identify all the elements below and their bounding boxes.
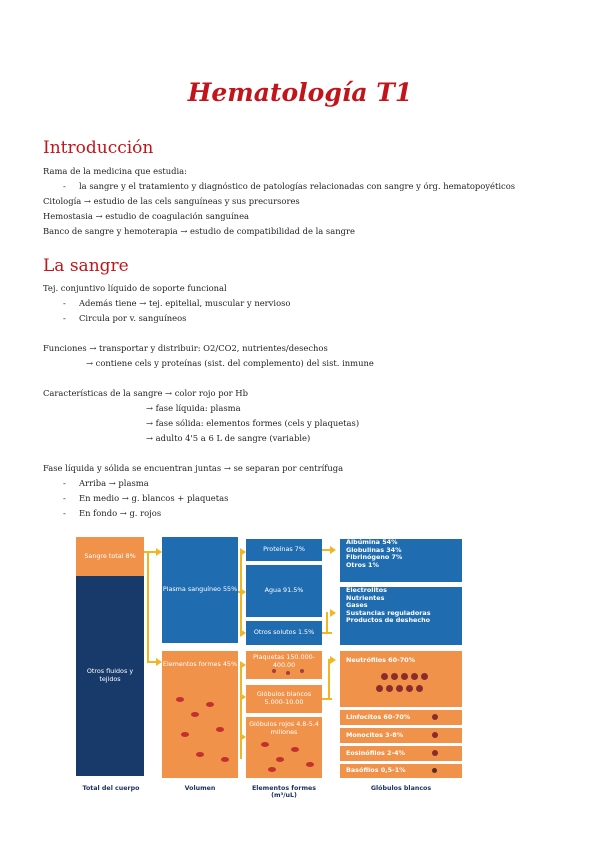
box-eosinofilos: Eosinófilos 2-4% bbox=[340, 746, 462, 761]
box-plasma: Plasma sanguíneo 55% bbox=[162, 537, 238, 643]
detail-line: Globulinas 34% bbox=[346, 545, 402, 554]
neutrophil-cell-icon bbox=[376, 685, 383, 692]
box-neutrofilos: Neutrófilos 60-70% bbox=[340, 651, 462, 707]
label-globulos-blancos: Glóbulos blancos bbox=[370, 785, 432, 792]
red-blood-cell-icon bbox=[216, 727, 224, 732]
neutrophil-cell-icon bbox=[411, 673, 418, 680]
label-elementos-formes: Elementos formes (m³/uL) bbox=[251, 785, 317, 799]
platelet-cell-icon bbox=[286, 671, 290, 675]
label-total-cuerpo: Total del cuerpo bbox=[82, 785, 140, 792]
bullet-dash: - bbox=[63, 478, 66, 488]
box-proteinas: Proteínas 7% bbox=[246, 539, 322, 561]
text-line: Características de la sangre → color rojo por Hb bbox=[43, 388, 248, 398]
list-item-text: En medio → g. blancos + plaquetas bbox=[79, 493, 229, 503]
red-blood-cell-icon bbox=[191, 712, 199, 717]
box-plaquetas: Plaquetas 150.000-400.00 bbox=[246, 651, 322, 679]
eosinophil-cell-icon bbox=[432, 750, 438, 756]
neutrophil-cell-icon bbox=[386, 685, 393, 692]
red-blood-cell-icon bbox=[291, 747, 299, 752]
text-line: Rama de la medicina que estudia: bbox=[43, 166, 187, 176]
text-line: Citología → estudio de las cels sanguíneas y sus precursores bbox=[43, 196, 300, 206]
blood-composition-diagram bbox=[76, 537, 464, 797]
neutrophil-cell-icon bbox=[396, 685, 403, 692]
label-volumen: Volumen bbox=[184, 785, 216, 792]
list-item bbox=[63, 508, 161, 519]
heading-introduccion: Introducción bbox=[43, 138, 154, 158]
bullet-dash: - bbox=[63, 298, 66, 308]
detail-line: Gases bbox=[346, 601, 368, 610]
box-otros-solutos: Otros solutos 1.5% bbox=[246, 621, 322, 645]
red-blood-cell-icon bbox=[176, 697, 184, 702]
red-blood-cell-icon bbox=[306, 762, 314, 767]
box-otros-fluidos: Otros fluidos y tejidos bbox=[76, 576, 144, 776]
box-agua: Agua 91.5% bbox=[246, 565, 322, 617]
red-blood-cell-icon bbox=[206, 702, 214, 707]
detail-line: Sustancias reguladoras bbox=[346, 608, 431, 617]
detail-line: Productos de deshecho bbox=[346, 616, 431, 625]
neutrophil-cell-icon bbox=[391, 673, 398, 680]
box-linfocitos: Linfocitos 60-70% bbox=[340, 710, 462, 725]
box-proteinas-detail bbox=[340, 539, 462, 582]
bullet-dash: - bbox=[63, 493, 66, 503]
arrow-head bbox=[330, 546, 336, 554]
monocyte-cell-icon bbox=[432, 732, 438, 738]
neutrophil-cell-icon bbox=[406, 685, 413, 692]
detail-line: Electrolitos bbox=[346, 586, 387, 594]
detail-line: Nutrientes bbox=[346, 593, 385, 602]
list-item-text: la sangre y el tratamiento y diagnóstico de patologías relacionadas con sangre y órg. hematopoyéticos bbox=[79, 181, 516, 191]
arrow-head bbox=[330, 609, 336, 617]
connector-line bbox=[326, 612, 328, 634]
platelet-cell-icon bbox=[272, 669, 276, 673]
list-item bbox=[63, 181, 515, 192]
list-item bbox=[63, 478, 149, 489]
connector-line bbox=[328, 659, 330, 699]
red-blood-cell-icon bbox=[221, 757, 229, 762]
neutrophil-cell-icon bbox=[416, 685, 423, 692]
lymphocyte-cell-icon bbox=[432, 714, 438, 720]
text-line: → contiene cels y proteínas (sist. del complemento) del sist. inmune bbox=[86, 358, 374, 368]
box-globulos-blancos: Glóbulos blancos 5.000-10.00 bbox=[246, 685, 322, 713]
connector-line bbox=[147, 551, 149, 663]
list-item-text: Arriba → plasma bbox=[79, 478, 149, 488]
red-blood-cell-icon bbox=[261, 742, 269, 747]
neutrophil-cell-icon bbox=[381, 673, 388, 680]
box-monocitos: Monocitos 3-8% bbox=[340, 728, 462, 743]
neutrophil-cell-icon bbox=[421, 673, 428, 680]
text-line: Banco de sangre y hemoterapia → estudio de compatibilidad de la sangre bbox=[43, 226, 355, 236]
platelet-cell-icon bbox=[300, 669, 304, 673]
box-basofilos: Basófilos 0,5-1% bbox=[340, 764, 462, 778]
detail-line: Albúmina 54% bbox=[346, 538, 398, 546]
page-title: Hematología T1 bbox=[187, 78, 413, 107]
list-item-text: En fondo → g. rojos bbox=[79, 508, 162, 518]
text-line: Tej. conjuntivo líquido de soporte funcional bbox=[43, 283, 227, 293]
text-line: → fase sólida: elementos formes (cels y plaquetas) bbox=[146, 418, 360, 428]
red-blood-cell-icon bbox=[268, 767, 276, 772]
text-line: Hemostasia → estudio de coagulación sanguínea bbox=[43, 211, 250, 221]
list-item bbox=[63, 493, 228, 504]
heading-la-sangre: La sangre bbox=[43, 256, 129, 276]
box-sangre-total: Sangre total 8% bbox=[76, 537, 144, 576]
list-item bbox=[63, 298, 290, 309]
text-line: → fase líquida: plasma bbox=[146, 403, 241, 413]
connector-line bbox=[240, 665, 242, 759]
text-line: Funciones → transportar y distribuir: O2/CO2, nutrientes/desechos bbox=[43, 343, 328, 353]
list-item-text: Además tiene → tej. epitelial, muscular y nervioso bbox=[79, 298, 291, 308]
box-globulos-rojos: Glóbulos rojos 4.8-5.4 millones bbox=[246, 717, 322, 778]
list-item bbox=[63, 313, 186, 324]
bullet-dash: - bbox=[63, 313, 66, 323]
text-line: Fase líquida y sólida se encuentran juntas → se separan por centrífuga bbox=[43, 463, 344, 473]
box-elementos-formes: Elementos formes 45% bbox=[162, 651, 238, 778]
arrow-head bbox=[330, 656, 336, 664]
detail-line: Fibrinógeno 7% bbox=[346, 553, 403, 562]
neutrophil-cell-icon bbox=[401, 673, 408, 680]
basophil-cell-icon bbox=[432, 768, 437, 773]
list-item-text: Circula por v. sanguíneos bbox=[79, 313, 187, 323]
bullet-dash: - bbox=[63, 508, 66, 518]
box-solutos-detail bbox=[340, 587, 462, 645]
text-line: → adulto 4'5 a 6 L de sangre (variable) bbox=[146, 433, 311, 443]
red-blood-cell-icon bbox=[276, 757, 284, 762]
bullet-dash: - bbox=[63, 181, 66, 191]
red-blood-cell-icon bbox=[181, 732, 189, 737]
detail-line: Otros 1% bbox=[346, 560, 379, 569]
red-blood-cell-icon bbox=[196, 752, 204, 757]
connector-line bbox=[322, 698, 332, 700]
